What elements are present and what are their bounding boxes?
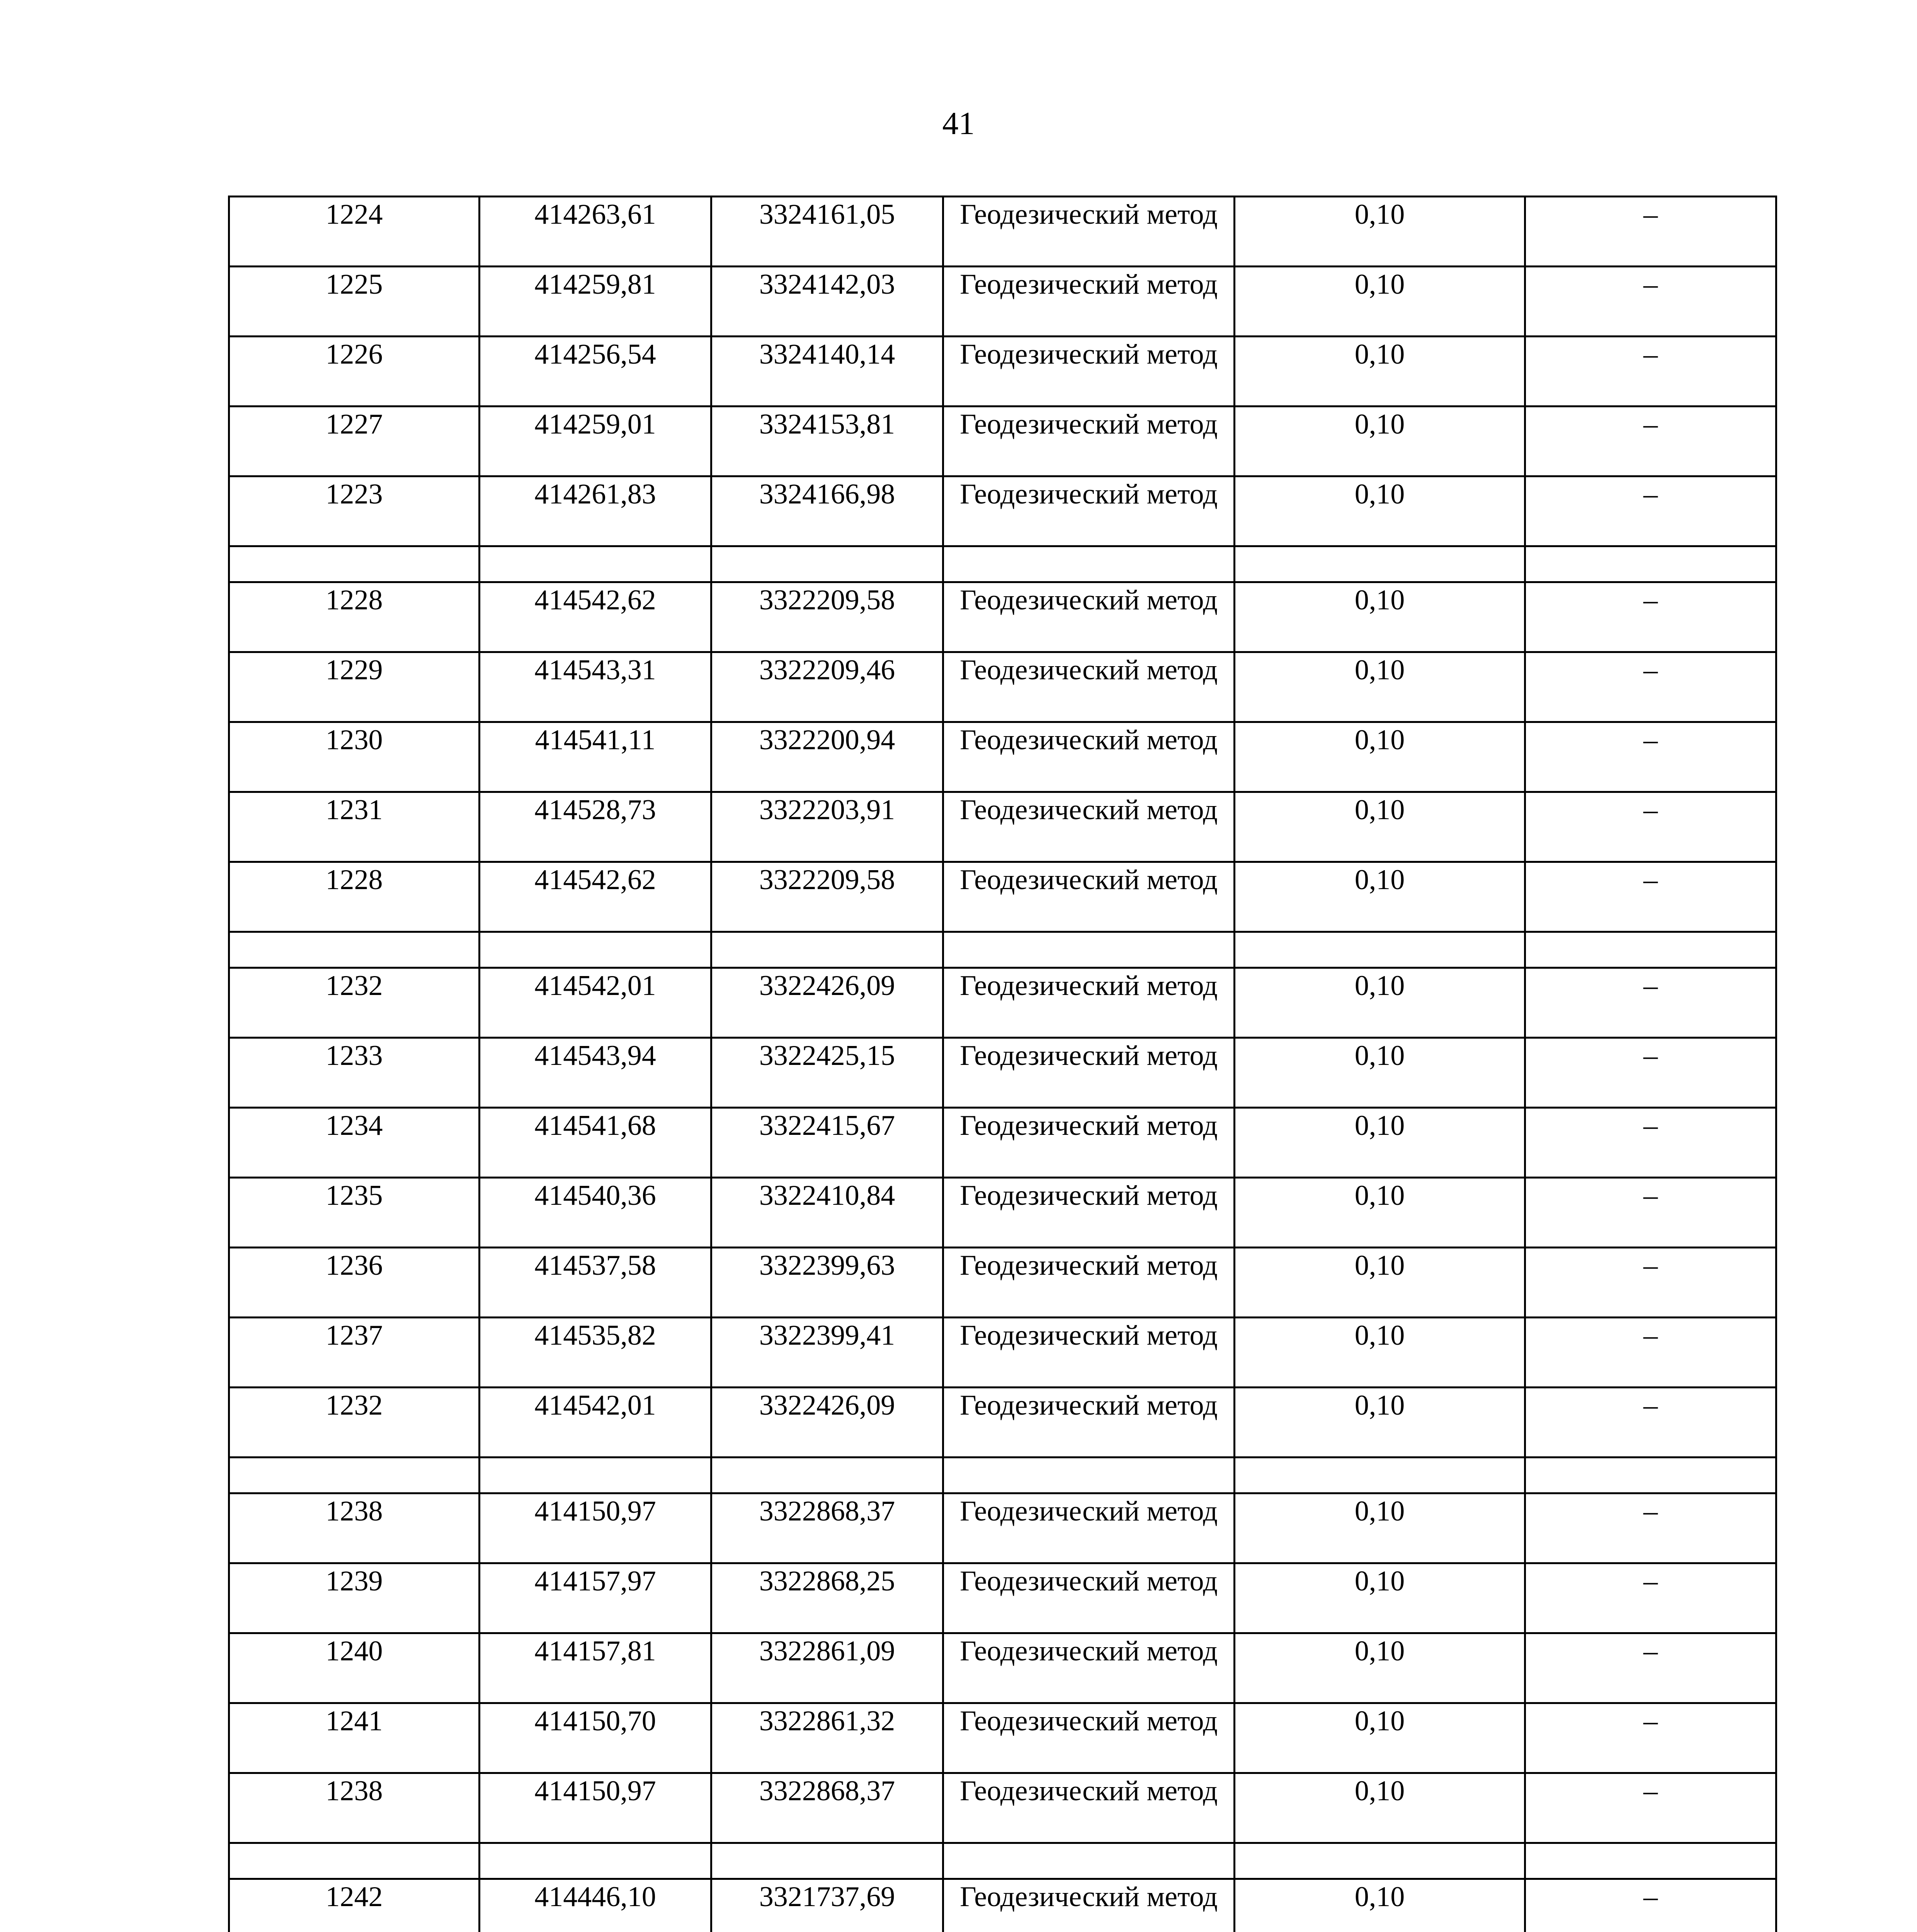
accuracy-cell: 0,10: [1235, 1178, 1525, 1248]
empty-cell: [1525, 546, 1776, 582]
point-number-cell: 1239: [229, 1563, 480, 1633]
method-cell: Геодезический метод: [943, 1633, 1235, 1703]
empty-cell: [943, 932, 1235, 968]
method-cell: Геодезический метод: [943, 1879, 1235, 1932]
description-cell: –: [1525, 476, 1776, 546]
description-cell: –: [1525, 1388, 1776, 1458]
point-number-cell: 1228: [229, 862, 480, 932]
method-cell: Геодезический метод: [943, 1493, 1235, 1563]
table-row: [229, 582, 1776, 652]
x-coordinate-cell: 414541,11: [480, 722, 711, 792]
x-coordinate-cell: 414157,81: [480, 1633, 711, 1703]
y-coordinate-cell: 3322399,63: [711, 1248, 943, 1318]
x-coordinate-cell: 414542,62: [480, 582, 711, 652]
empty-cell: [229, 932, 480, 968]
y-coordinate-cell: 3322415,67: [711, 1108, 943, 1178]
description-cell: –: [1525, 1703, 1776, 1773]
x-coordinate-cell: 414259,01: [480, 406, 711, 476]
y-coordinate-cell: 3322209,46: [711, 652, 943, 722]
coordinates-table: [228, 196, 1777, 1932]
method-cell: Геодезический метод: [943, 968, 1235, 1038]
x-coordinate-cell: 414150,97: [480, 1493, 711, 1563]
x-coordinate-cell: 414528,73: [480, 792, 711, 862]
point-number-cell: 1242: [229, 1879, 480, 1932]
y-coordinate-cell: 3322861,09: [711, 1633, 943, 1703]
x-coordinate-cell: 414157,97: [480, 1563, 711, 1633]
table-row: [229, 1703, 1776, 1773]
point-number-cell: 1240: [229, 1633, 480, 1703]
y-coordinate-cell: 3324140,14: [711, 337, 943, 406]
accuracy-cell: 0,10: [1235, 652, 1525, 722]
y-coordinate-cell: 3322399,41: [711, 1318, 943, 1388]
method-cell: Геодезический метод: [943, 1318, 1235, 1388]
method-cell: Геодезический метод: [943, 1178, 1235, 1248]
table-row: [229, 1388, 1776, 1458]
description-cell: –: [1525, 406, 1776, 476]
table-row: [229, 1248, 1776, 1318]
y-coordinate-cell: 3322425,15: [711, 1038, 943, 1108]
y-coordinate-cell: 3322868,37: [711, 1493, 943, 1563]
x-coordinate-cell: 414150,70: [480, 1703, 711, 1773]
description-cell: –: [1525, 652, 1776, 722]
x-coordinate-cell: 414537,58: [480, 1248, 711, 1318]
empty-cell: [711, 932, 943, 968]
y-coordinate-cell: 3322868,25: [711, 1563, 943, 1633]
empty-cell: [480, 1458, 711, 1493]
table-row: [229, 337, 1776, 406]
description-cell: –: [1525, 1178, 1776, 1248]
table-row: [229, 1178, 1776, 1248]
empty-cell: [229, 546, 480, 582]
point-number-cell: 1234: [229, 1108, 480, 1178]
accuracy-cell: 0,10: [1235, 267, 1525, 337]
method-cell: Геодезический метод: [943, 582, 1235, 652]
point-number-cell: 1223: [229, 476, 480, 546]
empty-cell: [1525, 1458, 1776, 1493]
description-cell: –: [1525, 1773, 1776, 1843]
x-coordinate-cell: 414446,10: [480, 1879, 711, 1932]
method-cell: Геодезический метод: [943, 1038, 1235, 1108]
accuracy-cell: 0,10: [1235, 337, 1525, 406]
empty-cell: [1235, 1843, 1525, 1879]
point-number-cell: 1236: [229, 1248, 480, 1318]
method-cell: Геодезический метод: [943, 267, 1235, 337]
method-cell: Геодезический метод: [943, 406, 1235, 476]
description-cell: –: [1525, 792, 1776, 862]
table-row: [229, 1563, 1776, 1633]
table-row: [229, 1318, 1776, 1388]
x-coordinate-cell: 414256,54: [480, 337, 711, 406]
y-coordinate-cell: 3322203,91: [711, 792, 943, 862]
empty-cell: [480, 1843, 711, 1879]
point-number-cell: 1238: [229, 1773, 480, 1843]
page-number: 41: [942, 105, 975, 141]
accuracy-cell: 0,10: [1235, 1038, 1525, 1108]
description-cell: –: [1525, 337, 1776, 406]
method-cell: Геодезический метод: [943, 1248, 1235, 1318]
method-cell: Геодезический метод: [943, 337, 1235, 406]
table-separator-row: [229, 1843, 1776, 1879]
point-number-cell: 1237: [229, 1318, 480, 1388]
coordinates-table-body: [229, 197, 1776, 1932]
accuracy-cell: 0,10: [1235, 722, 1525, 792]
description-cell: –: [1525, 1108, 1776, 1178]
method-cell: Геодезический метод: [943, 1388, 1235, 1458]
point-number-cell: 1229: [229, 652, 480, 722]
y-coordinate-cell: 3324161,05: [711, 197, 943, 267]
empty-cell: [1525, 1843, 1776, 1879]
y-coordinate-cell: 3324166,98: [711, 476, 943, 546]
table-separator-row: [229, 1458, 1776, 1493]
y-coordinate-cell: 3322209,58: [711, 862, 943, 932]
description-cell: –: [1525, 197, 1776, 267]
table-row: [229, 1493, 1776, 1563]
description-cell: –: [1525, 1879, 1776, 1932]
table-row: [229, 267, 1776, 337]
table-row: [229, 1108, 1776, 1178]
x-coordinate-cell: 414259,81: [480, 267, 711, 337]
empty-cell: [1235, 546, 1525, 582]
description-cell: –: [1525, 1318, 1776, 1388]
table-row: [229, 1633, 1776, 1703]
point-number-cell: 1231: [229, 792, 480, 862]
x-coordinate-cell: 414540,36: [480, 1178, 711, 1248]
point-number-cell: 1224: [229, 197, 480, 267]
accuracy-cell: 0,10: [1235, 1703, 1525, 1773]
x-coordinate-cell: 414263,61: [480, 197, 711, 267]
empty-cell: [1235, 1458, 1525, 1493]
table-row: [229, 862, 1776, 932]
accuracy-cell: 0,10: [1235, 406, 1525, 476]
empty-cell: [711, 1843, 943, 1879]
y-coordinate-cell: 3324142,03: [711, 267, 943, 337]
accuracy-cell: 0,10: [1235, 1773, 1525, 1843]
accuracy-cell: 0,10: [1235, 197, 1525, 267]
table-row: [229, 406, 1776, 476]
description-cell: –: [1525, 968, 1776, 1038]
x-coordinate-cell: 414542,62: [480, 862, 711, 932]
method-cell: Геодезический метод: [943, 792, 1235, 862]
point-number-cell: 1227: [229, 406, 480, 476]
point-number-cell: 1232: [229, 1388, 480, 1458]
y-coordinate-cell: 3322209,58: [711, 582, 943, 652]
description-cell: –: [1525, 1248, 1776, 1318]
empty-cell: [711, 1458, 943, 1493]
accuracy-cell: 0,10: [1235, 1388, 1525, 1458]
description-cell: –: [1525, 862, 1776, 932]
accuracy-cell: 0,10: [1235, 1318, 1525, 1388]
empty-cell: [1235, 932, 1525, 968]
description-cell: –: [1525, 582, 1776, 652]
accuracy-cell: 0,10: [1235, 582, 1525, 652]
empty-cell: [1525, 932, 1776, 968]
method-cell: Геодезический метод: [943, 1563, 1235, 1633]
y-coordinate-cell: 3322410,84: [711, 1178, 943, 1248]
x-coordinate-cell: 414543,94: [480, 1038, 711, 1108]
point-number-cell: 1233: [229, 1038, 480, 1108]
y-coordinate-cell: 3322200,94: [711, 722, 943, 792]
description-cell: –: [1525, 1493, 1776, 1563]
accuracy-cell: 0,10: [1235, 792, 1525, 862]
y-coordinate-cell: 3322426,09: [711, 1388, 943, 1458]
description-cell: –: [1525, 722, 1776, 792]
method-cell: Геодезический метод: [943, 1773, 1235, 1843]
empty-cell: [943, 546, 1235, 582]
point-number-cell: 1230: [229, 722, 480, 792]
table-row: [229, 476, 1776, 546]
description-cell: –: [1525, 1563, 1776, 1633]
y-coordinate-cell: 3322868,37: [711, 1773, 943, 1843]
table-row: [229, 1038, 1776, 1108]
method-cell: Геодезический метод: [943, 197, 1235, 267]
empty-cell: [229, 1843, 480, 1879]
table-separator-row: [229, 932, 1776, 968]
x-coordinate-cell: 414543,31: [480, 652, 711, 722]
table-row: [229, 1773, 1776, 1843]
table-row: [229, 968, 1776, 1038]
point-number-cell: 1235: [229, 1178, 480, 1248]
accuracy-cell: 0,10: [1235, 1879, 1525, 1932]
accuracy-cell: 0,10: [1235, 968, 1525, 1038]
accuracy-cell: 0,10: [1235, 1563, 1525, 1633]
point-number-cell: 1232: [229, 968, 480, 1038]
x-coordinate-cell: 414541,68: [480, 1108, 711, 1178]
table-row: [229, 792, 1776, 862]
accuracy-cell: 0,10: [1235, 1108, 1525, 1178]
y-coordinate-cell: 3322426,09: [711, 968, 943, 1038]
method-cell: Геодезический метод: [943, 1108, 1235, 1178]
point-number-cell: 1238: [229, 1493, 480, 1563]
empty-cell: [943, 1843, 1235, 1879]
accuracy-cell: 0,10: [1235, 862, 1525, 932]
empty-cell: [943, 1458, 1235, 1493]
description-cell: –: [1525, 1633, 1776, 1703]
empty-cell: [480, 546, 711, 582]
method-cell: Геодезический метод: [943, 722, 1235, 792]
accuracy-cell: 0,10: [1235, 476, 1525, 546]
method-cell: Геодезический метод: [943, 476, 1235, 546]
empty-cell: [711, 546, 943, 582]
x-coordinate-cell: 414150,97: [480, 1773, 711, 1843]
point-number-cell: 1225: [229, 267, 480, 337]
description-cell: –: [1525, 267, 1776, 337]
empty-cell: [480, 932, 711, 968]
x-coordinate-cell: 414535,82: [480, 1318, 711, 1388]
accuracy-cell: 0,10: [1235, 1248, 1525, 1318]
x-coordinate-cell: 414261,83: [480, 476, 711, 546]
point-number-cell: 1226: [229, 337, 480, 406]
table-row: [229, 722, 1776, 792]
table-row: [229, 197, 1776, 267]
table-separator-row: [229, 546, 1776, 582]
accuracy-cell: 0,10: [1235, 1633, 1525, 1703]
method-cell: Геодезический метод: [943, 1703, 1235, 1773]
x-coordinate-cell: 414542,01: [480, 968, 711, 1038]
method-cell: Геодезический метод: [943, 862, 1235, 932]
method-cell: Геодезический метод: [943, 652, 1235, 722]
empty-cell: [229, 1458, 480, 1493]
point-number-cell: 1241: [229, 1703, 480, 1773]
accuracy-cell: 0,10: [1235, 1493, 1525, 1563]
y-coordinate-cell: 3322861,32: [711, 1703, 943, 1773]
description-cell: –: [1525, 1038, 1776, 1108]
table-row: [229, 652, 1776, 722]
y-coordinate-cell: 3324153,81: [711, 406, 943, 476]
y-coordinate-cell: 3321737,69: [711, 1879, 943, 1932]
point-number-cell: 1228: [229, 582, 480, 652]
x-coordinate-cell: 414542,01: [480, 1388, 711, 1458]
table-row: [229, 1879, 1776, 1932]
